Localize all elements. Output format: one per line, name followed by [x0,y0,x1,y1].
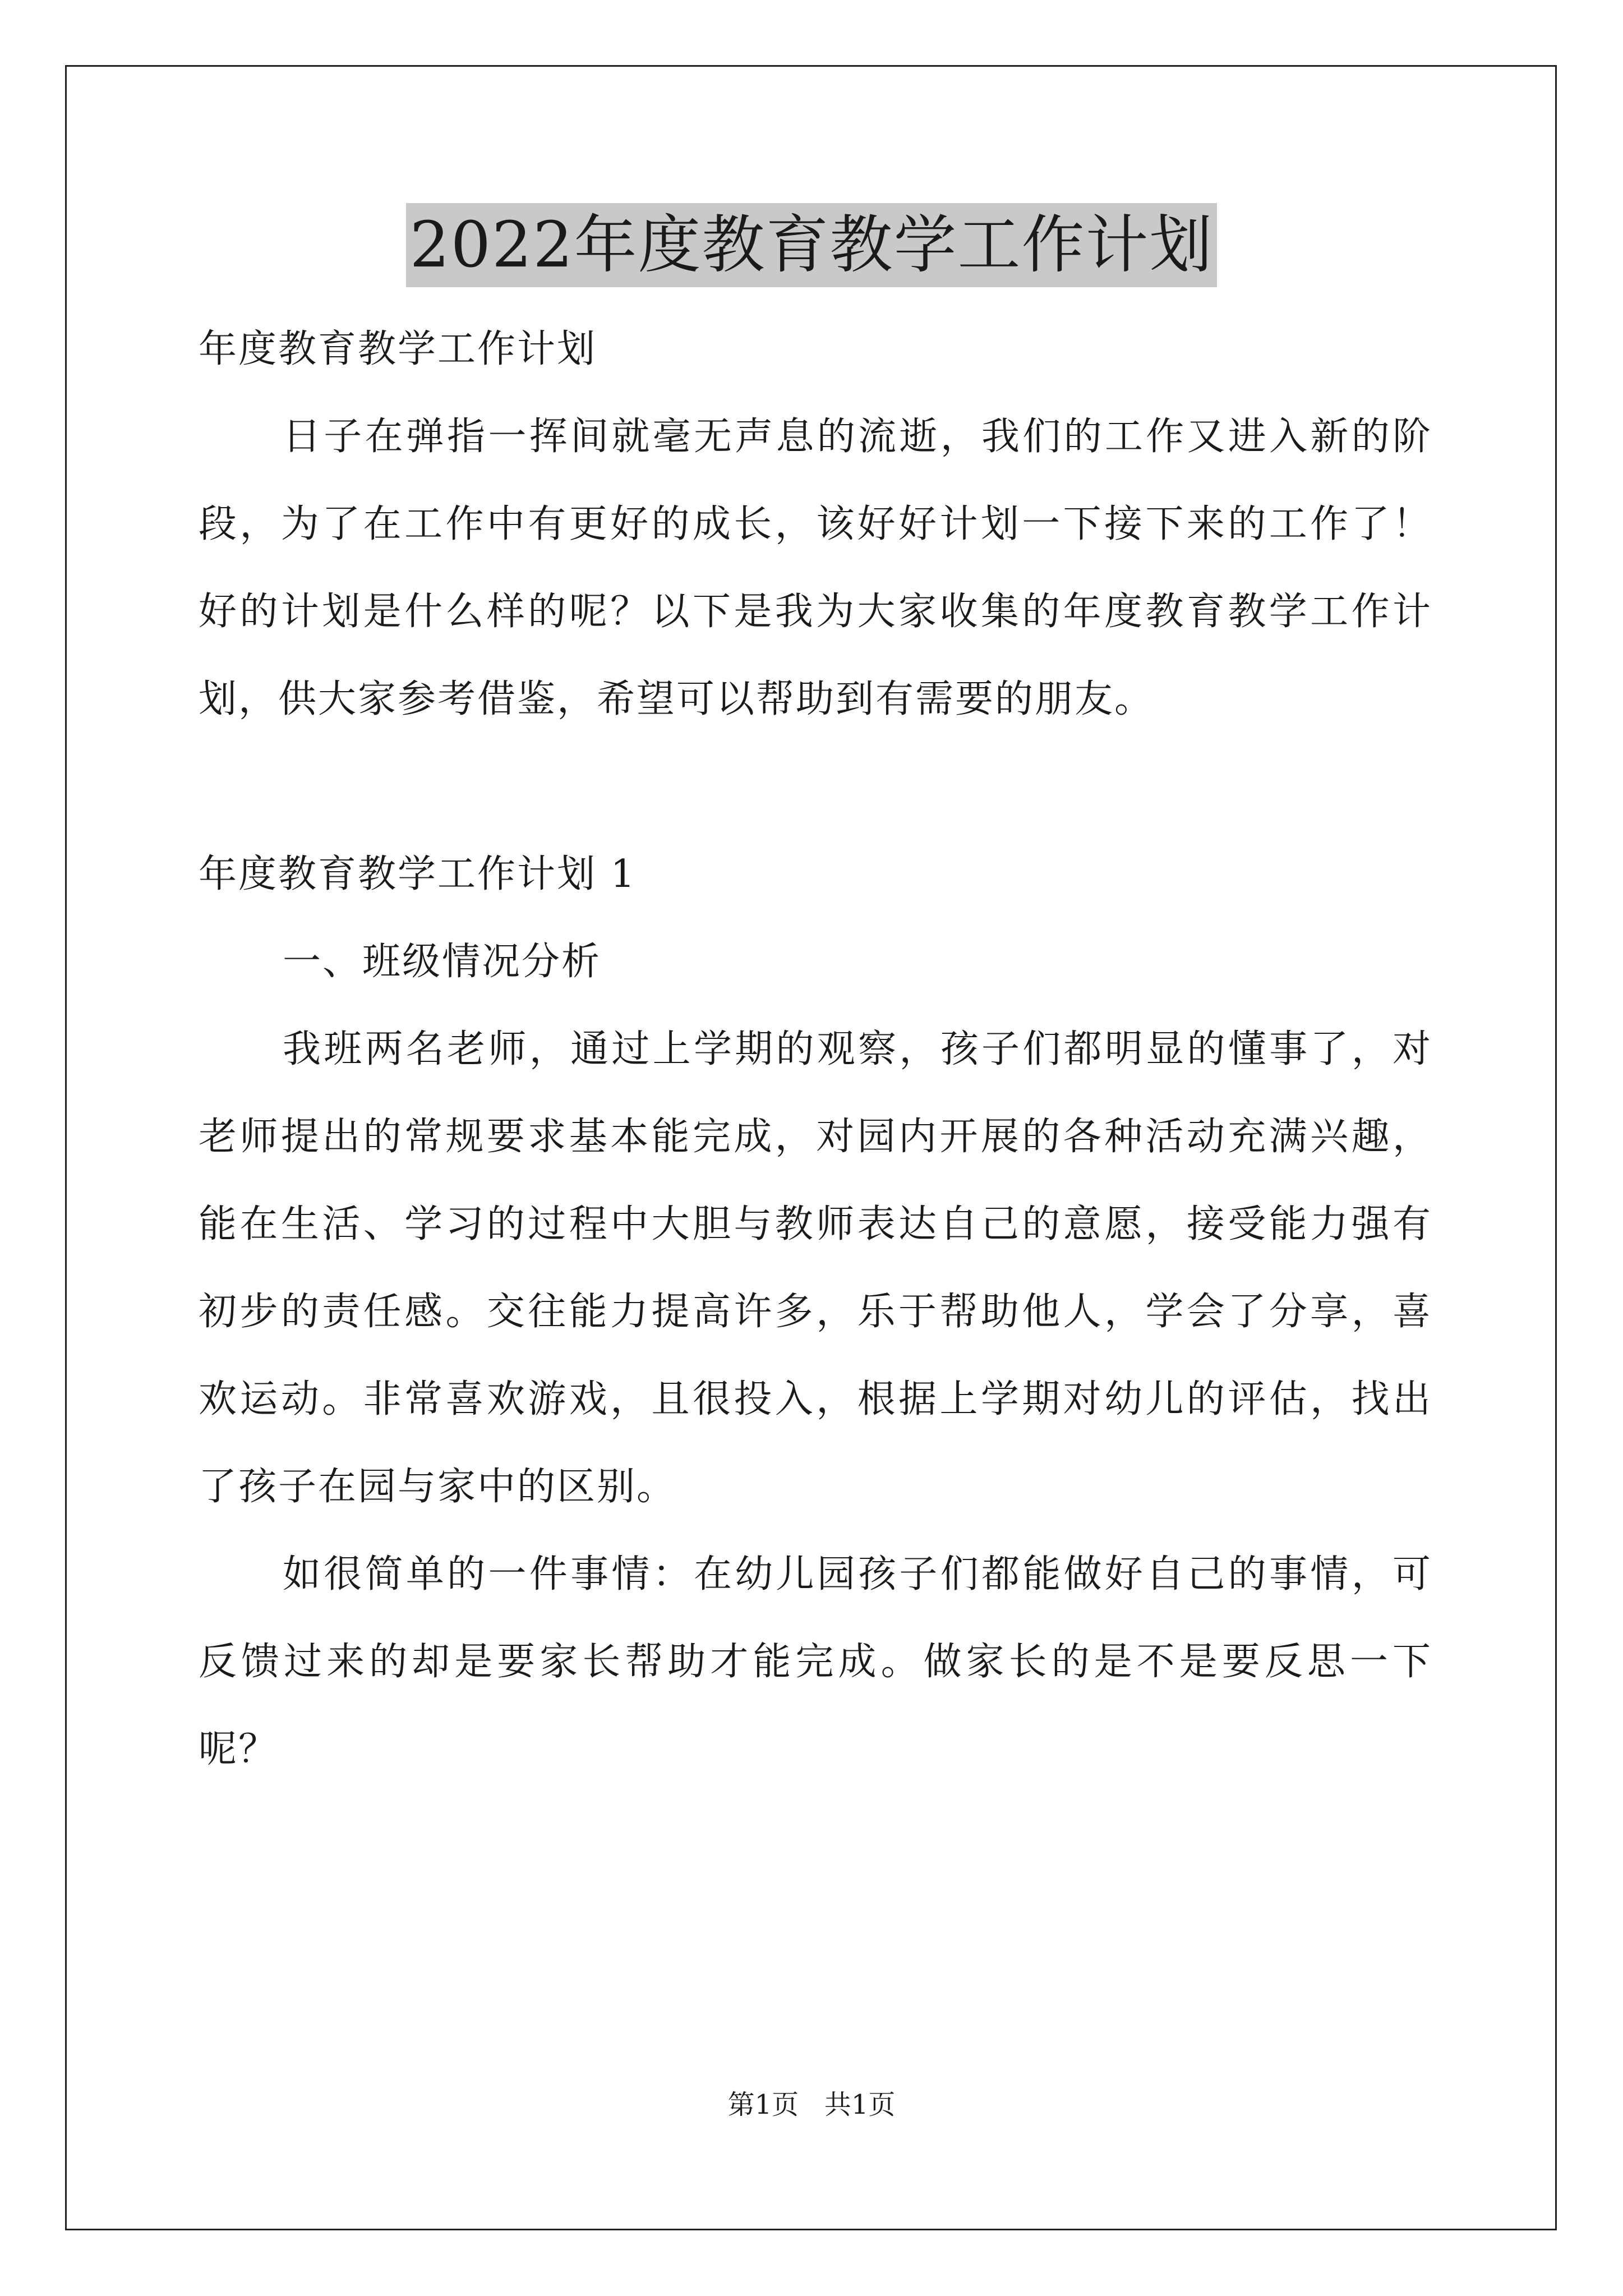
body-paragraph-2: 如很简单的一件事情：在幼儿园孩子们都能做好自己的事情，可反馈过来的却是要家长帮助才能完成。做家长的是不是要反思一下呢？ [199,1552,1432,1772]
section-title: 年度教育教学工作计划 1 [199,852,637,896]
section-spacer [199,743,1432,831]
body-paragraph-1: 我班两名老师，通过上学期的观察，孩子们都明显的懂事了，对老师提出的常规要求基本能完成，对园内开展的各种活动充满兴趣，能在生活、学习的过程中大胆与教师表达自己的意愿，接受能力强有初步的责任感。交往能力提高许多，乐于帮助他人，学会了分享，喜欢运动。非常喜欢游戏，且很投入，根据上学期对幼儿的评估，找出了孩子在园与家中的区别。 [199,1027,1432,1509]
page-footer: 第1页 共1页 [727,2089,896,2120]
intro-paragraph: 日子在弹指一挥间就毫无声息的流逝，我们的工作又进入新的阶段，为了在工作中有更好的成长，该好好计划一下接下来的工作了！好的计划是什么样的呢？以下是我为大家收集的年度教育教学工作计划，供大家参考借鉴，希望可以帮助到有需要的朋友。 [199,415,1432,721]
document-body [199,306,1432,1793]
section-heading: 一、班级情况分析 [283,940,602,984]
document-subtitle: 年度教育教学工作计划 [199,327,597,371]
title-container [0,203,1623,287]
document-title: 2022年度教育教学工作计划 [406,203,1216,287]
